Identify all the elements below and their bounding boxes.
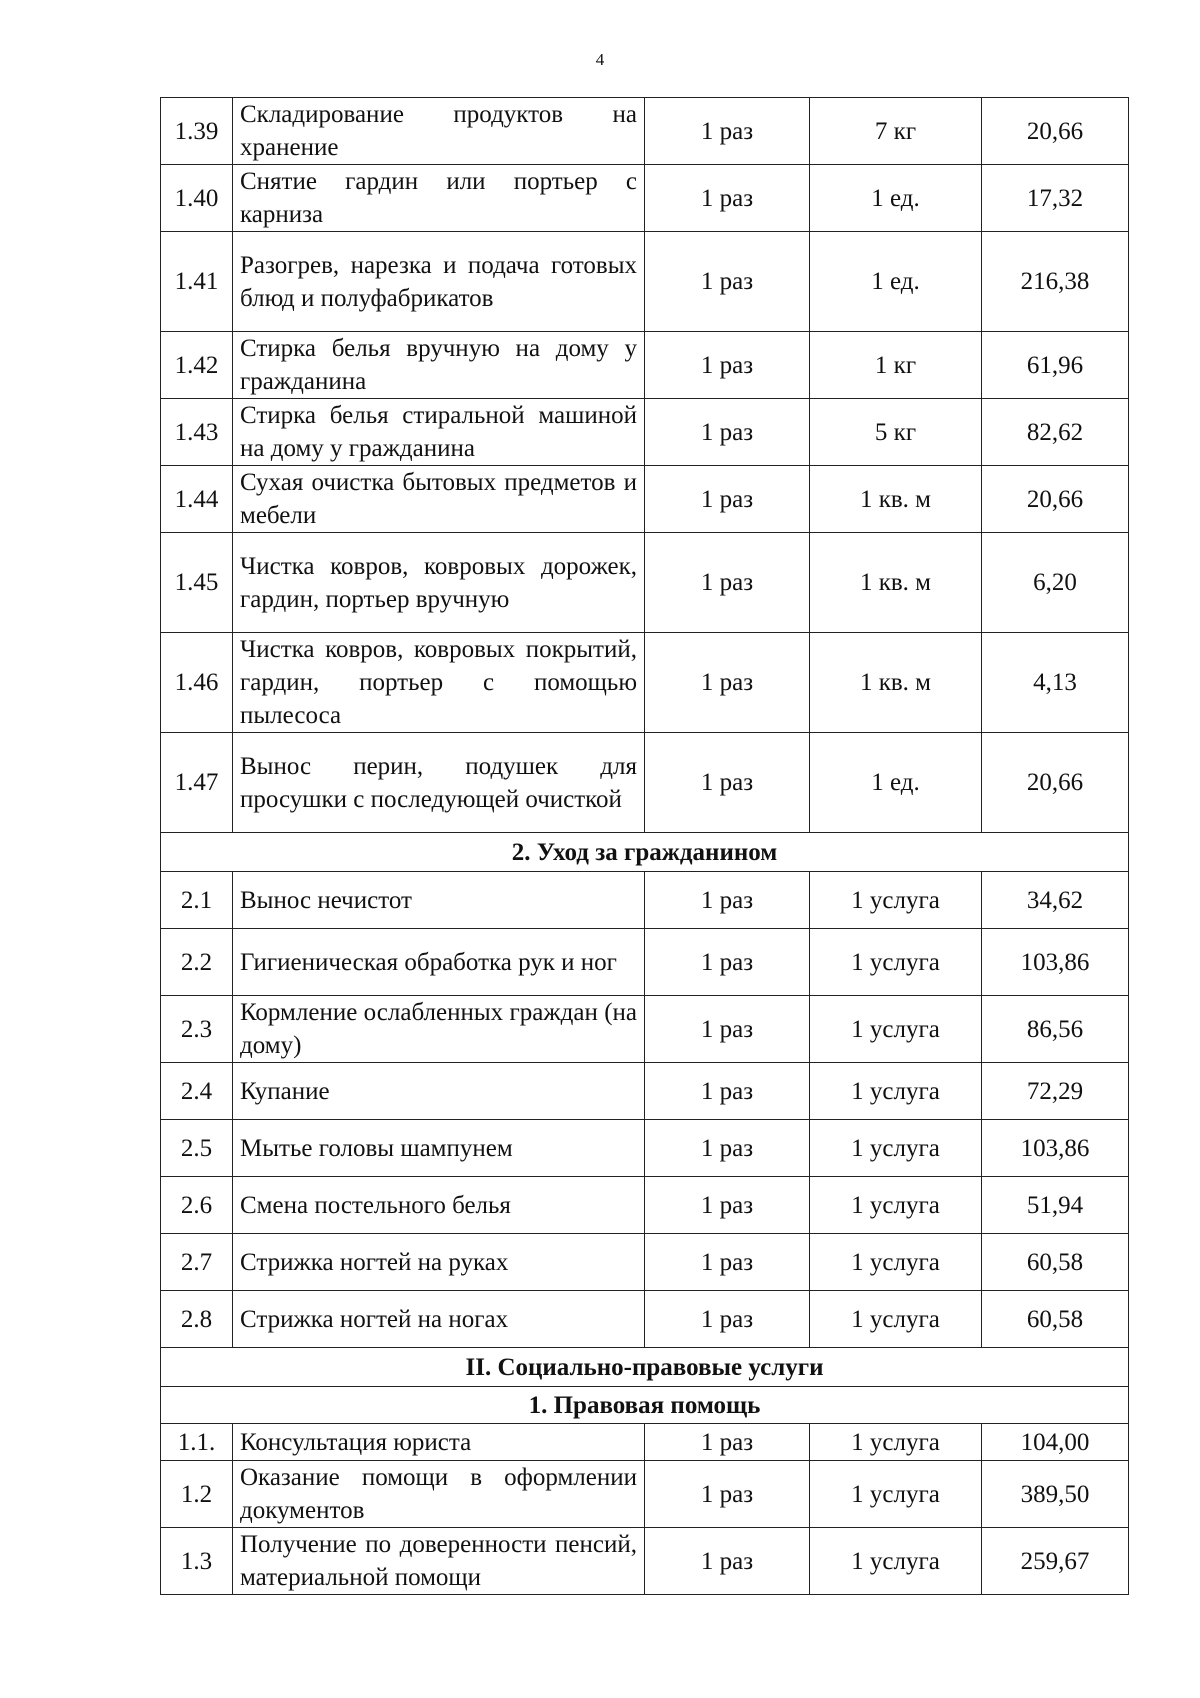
service-frequency: 1 раз: [645, 1528, 810, 1595]
table-row: [161, 996, 1129, 1063]
row-number: 1.39: [161, 98, 233, 165]
services-tariff-table: [160, 97, 1129, 1595]
service-price: 17,32: [982, 165, 1129, 232]
service-price: 82,62: [982, 399, 1129, 466]
service-unit: 1 услуга: [810, 1063, 982, 1120]
row-number: 1.45: [161, 533, 233, 633]
table-row: [161, 1424, 1129, 1461]
service-unit: 1 услуга: [810, 872, 982, 929]
service-unit: 1 услуга: [810, 1120, 982, 1177]
service-frequency: 1 раз: [645, 232, 810, 332]
service-frequency: 1 раз: [645, 1291, 810, 1348]
table-row: [161, 466, 1129, 533]
row-number: 2.7: [161, 1234, 233, 1291]
service-name: Чистка ковров, ковровых дорожек, гардин, портьер вручную: [233, 533, 645, 633]
section-title: II. Социально-правовые услуги: [161, 1348, 1129, 1387]
section-header-row: [161, 833, 1129, 872]
table-row: [161, 1461, 1129, 1528]
service-unit: 1 кв. м: [810, 533, 982, 633]
service-name: Стрижка ногтей на руках: [233, 1234, 645, 1291]
service-frequency: 1 раз: [645, 1120, 810, 1177]
service-name: Купание: [233, 1063, 645, 1120]
table-row: [161, 1291, 1129, 1348]
row-number: 2.5: [161, 1120, 233, 1177]
row-number: 2.6: [161, 1177, 233, 1234]
row-number: 2.2: [161, 929, 233, 996]
service-frequency: 1 раз: [645, 633, 810, 733]
row-number: 2.8: [161, 1291, 233, 1348]
service-price: 51,94: [982, 1177, 1129, 1234]
service-unit: 1 кг: [810, 332, 982, 399]
service-frequency: 1 раз: [645, 733, 810, 833]
service-price: 259,67: [982, 1528, 1129, 1595]
table-row: [161, 929, 1129, 996]
service-name: Вынос перин, подушек для просушки с последующей очисткой: [233, 733, 645, 833]
service-unit: 1 услуга: [810, 1234, 982, 1291]
service-frequency: 1 раз: [645, 929, 810, 996]
service-unit: 1 услуга: [810, 929, 982, 996]
service-name: Получение по доверенности пенсий, материальной помощи: [233, 1528, 645, 1595]
service-frequency: 1 раз: [645, 332, 810, 399]
service-name: Кормление ослабленных граждан (на дому): [233, 996, 645, 1063]
service-frequency: 1 раз: [645, 399, 810, 466]
subsection-header-row: [161, 1387, 1129, 1424]
service-name: Разогрев, нарезка и подача готовых блюд и полуфабрикатов: [233, 232, 645, 332]
row-number: 1.46: [161, 633, 233, 733]
subsection-title: 1. Правовая помощь: [161, 1387, 1129, 1424]
service-frequency: 1 раз: [645, 1461, 810, 1528]
service-price: 6,20: [982, 533, 1129, 633]
table-row: [161, 533, 1129, 633]
service-name: Стрижка ногтей на ногах: [233, 1291, 645, 1348]
service-unit: 1 кв. м: [810, 633, 982, 733]
table-row: [161, 1120, 1129, 1177]
service-unit: 1 услуга: [810, 1177, 982, 1234]
service-frequency: 1 раз: [645, 165, 810, 232]
service-unit: 1 услуга: [810, 1528, 982, 1595]
row-number: 1.43: [161, 399, 233, 466]
table-row: [161, 872, 1129, 929]
row-number: 2.1: [161, 872, 233, 929]
service-price: 34,62: [982, 872, 1129, 929]
row-number: 2.3: [161, 996, 233, 1063]
row-number: 2.4: [161, 1063, 233, 1120]
row-number: 1.47: [161, 733, 233, 833]
service-name: Мытье головы шампунем: [233, 1120, 645, 1177]
table-row: [161, 232, 1129, 332]
table-row: [161, 332, 1129, 399]
table-row: [161, 633, 1129, 733]
service-price: 60,58: [982, 1291, 1129, 1348]
service-frequency: 1 раз: [645, 1234, 810, 1291]
service-name: Консультация юриста: [233, 1424, 645, 1461]
service-name: Стирка белья стиральной машиной на дому у гражданина: [233, 399, 645, 466]
service-price: 20,66: [982, 733, 1129, 833]
service-price: 104,00: [982, 1424, 1129, 1461]
service-unit: 7 кг: [810, 98, 982, 165]
service-price: 389,50: [982, 1461, 1129, 1528]
service-frequency: 1 раз: [645, 533, 810, 633]
table-row: [161, 1177, 1129, 1234]
service-price: 103,86: [982, 1120, 1129, 1177]
service-name: Чистка ковров, ковровых покрытий, гардин, портьер с помощью пылесоса: [233, 633, 645, 733]
service-frequency: 1 раз: [645, 466, 810, 533]
service-frequency: 1 раз: [645, 872, 810, 929]
row-number: 1.2: [161, 1461, 233, 1528]
service-name: Вынос нечистот: [233, 872, 645, 929]
service-frequency: 1 раз: [645, 98, 810, 165]
service-price: 103,86: [982, 929, 1129, 996]
section-title: 2. Уход за гражданином: [161, 833, 1129, 872]
table-row: [161, 98, 1129, 165]
table-row: [161, 1234, 1129, 1291]
service-frequency: 1 раз: [645, 1177, 810, 1234]
service-unit: 1 услуга: [810, 1461, 982, 1528]
row-number: 1.3: [161, 1528, 233, 1595]
page-number: 4: [595, 50, 605, 69]
service-name: Оказание помощи в оформлении документов: [233, 1461, 645, 1528]
service-price: 60,58: [982, 1234, 1129, 1291]
table-row: [161, 165, 1129, 232]
table-row: [161, 1528, 1129, 1595]
service-price: 72,29: [982, 1063, 1129, 1120]
service-name: Сухая очистка бытовых предметов и мебели: [233, 466, 645, 533]
service-unit: 1 услуга: [810, 996, 982, 1063]
service-unit: 5 кг: [810, 399, 982, 466]
service-unit: 1 услуга: [810, 1424, 982, 1461]
row-number: 1.41: [161, 232, 233, 332]
table-row: [161, 733, 1129, 833]
table-row: [161, 1063, 1129, 1120]
service-frequency: 1 раз: [645, 996, 810, 1063]
service-name: Складирование продуктов на хранение: [233, 98, 645, 165]
service-price: 4,13: [982, 633, 1129, 733]
service-price: 20,66: [982, 466, 1129, 533]
service-price: 20,66: [982, 98, 1129, 165]
row-number: 1.44: [161, 466, 233, 533]
service-price: 86,56: [982, 996, 1129, 1063]
service-name: Смена постельного белья: [233, 1177, 645, 1234]
service-unit: 1 ед.: [810, 232, 982, 332]
service-unit: 1 ед.: [810, 165, 982, 232]
section-header-row: [161, 1348, 1129, 1387]
service-frequency: 1 раз: [645, 1063, 810, 1120]
service-unit: 1 услуга: [810, 1291, 982, 1348]
row-number: 1.40: [161, 165, 233, 232]
row-number: 1.42: [161, 332, 233, 399]
service-unit: 1 ед.: [810, 733, 982, 833]
service-price: 61,96: [982, 332, 1129, 399]
table-row: [161, 399, 1129, 466]
service-name: Стирка белья вручную на дому у гражданина: [233, 332, 645, 399]
service-name: Снятие гардин или портьер с карниза: [233, 165, 645, 232]
row-number: 1.1.: [161, 1424, 233, 1461]
service-unit: 1 кв. м: [810, 466, 982, 533]
service-name: Гигиеническая обработка рук и ног: [233, 929, 645, 996]
service-price: 216,38: [982, 232, 1129, 332]
service-frequency: 1 раз: [645, 1424, 810, 1461]
